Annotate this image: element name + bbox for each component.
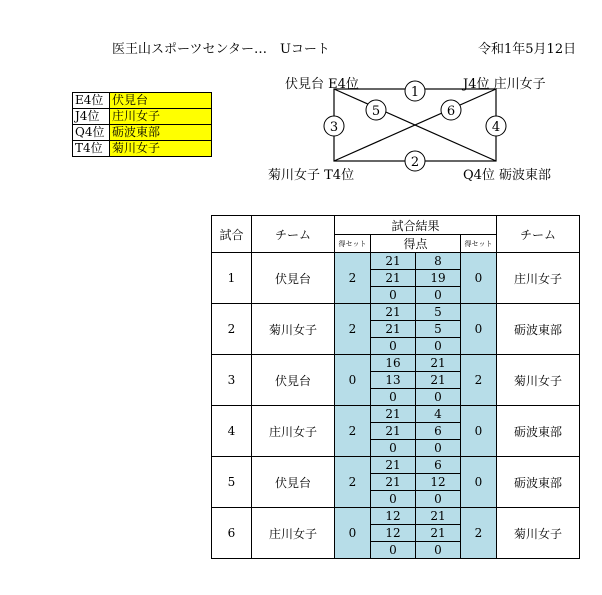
team-left: 伏見台 (252, 355, 335, 406)
header-points: 得点 (371, 235, 461, 253)
legend-code: T4位 (73, 141, 110, 156)
match-row (212, 253, 580, 270)
score-right: 0 (416, 542, 461, 559)
sets-left: 0 (335, 355, 371, 406)
score-left: 21 (371, 304, 416, 321)
score-right: 5 (416, 321, 461, 338)
team-left: 庄川女子 (252, 406, 335, 457)
results-table (211, 215, 580, 559)
circle-label: 1 (410, 85, 420, 100)
team-right: 菊川女子 (497, 508, 580, 559)
match-date: 令和1年5月12日 (478, 42, 577, 57)
score-left: 16 (371, 355, 416, 372)
diagram-label-top-right: J4位 庄川女子 (463, 77, 546, 92)
sets-left: 2 (335, 457, 371, 508)
score-right: 21 (416, 355, 461, 372)
header-team-left: チーム (252, 216, 335, 253)
team-right: 砺波東部 (497, 457, 580, 508)
score-left: 21 (371, 270, 416, 287)
score-right: 19 (416, 270, 461, 287)
score-right: 0 (416, 338, 461, 355)
score-right: 0 (416, 491, 461, 508)
legend-code: E4位 (73, 93, 110, 108)
match-circle-6 (441, 100, 461, 120)
legend-team: 砺波東部 (110, 125, 211, 140)
legend-code: J4位 (73, 109, 110, 124)
sets-left: 2 (335, 406, 371, 457)
sets-right: 0 (461, 304, 497, 355)
legend-team: 庄川女子 (110, 109, 211, 124)
match-number: 5 (212, 457, 252, 508)
sets-left: 2 (335, 304, 371, 355)
team-right: 庄川女子 (497, 253, 580, 304)
match-row (212, 508, 580, 525)
header-result: 試合結果 (335, 216, 497, 235)
match-circle-2 (405, 151, 425, 171)
diagram-label-top-left: 伏見台 E4位 (285, 77, 359, 92)
score-left: 0 (371, 287, 416, 304)
circle-label: 5 (371, 104, 381, 119)
header-team-right: チーム (497, 216, 580, 253)
match-row (212, 457, 580, 474)
score-right: 12 (416, 474, 461, 491)
team-right: 砺波東部 (497, 304, 580, 355)
sets-left: 0 (335, 508, 371, 559)
match-number: 2 (212, 304, 252, 355)
score-right: 0 (416, 440, 461, 457)
legend-code: Q4位 (73, 125, 110, 140)
circle-label: 2 (410, 155, 420, 170)
sets-left: 2 (335, 253, 371, 304)
score-right: 6 (416, 423, 461, 440)
score-left: 21 (371, 457, 416, 474)
score-right: 0 (416, 389, 461, 406)
circle-label: 3 (329, 120, 339, 135)
match-circle-4 (486, 116, 506, 136)
match-number: 3 (212, 355, 252, 406)
team-right: 砺波東部 (497, 406, 580, 457)
score-left: 0 (371, 440, 416, 457)
sets-right: 2 (461, 355, 497, 406)
sets-right: 0 (461, 406, 497, 457)
score-left: 0 (371, 338, 416, 355)
legend-team: 菊川女子 (110, 141, 211, 156)
score-left: 12 (371, 508, 416, 525)
match-number: 4 (212, 406, 252, 457)
circle-label: 4 (491, 120, 501, 135)
score-left: 0 (371, 389, 416, 406)
header-sets-right: 得セット (461, 235, 497, 253)
score-right: 4 (416, 406, 461, 423)
score-left: 0 (371, 542, 416, 559)
score-left: 21 (371, 253, 416, 270)
team-left: 伏見台 (252, 457, 335, 508)
venue-title: 医王山スポーツセンター… Uコート (112, 42, 330, 57)
score-right: 21 (416, 525, 461, 542)
match-circle-1 (405, 81, 425, 101)
circle-label: 6 (446, 104, 456, 119)
score-left: 12 (371, 525, 416, 542)
score-left: 21 (371, 406, 416, 423)
score-left: 21 (371, 474, 416, 491)
match-circle-3 (324, 116, 344, 136)
team-left: 庄川女子 (252, 508, 335, 559)
score-left: 13 (371, 372, 416, 389)
score-left: 21 (371, 423, 416, 440)
header-sets-left: 得セット (335, 235, 371, 253)
score-right: 5 (416, 304, 461, 321)
header-game: 試合 (212, 216, 252, 253)
legend-team: 伏見台 (110, 93, 211, 108)
sets-right: 0 (461, 253, 497, 304)
match-circle-5 (366, 100, 386, 120)
score-right: 21 (416, 508, 461, 525)
match-number: 6 (212, 508, 252, 559)
match-row (212, 304, 580, 321)
sets-right: 0 (461, 457, 497, 508)
diagram-label-bottom-left: 菊川女子 T4位 (268, 168, 355, 183)
score-right: 6 (416, 457, 461, 474)
team-left: 伏見台 (252, 253, 335, 304)
team-left: 菊川女子 (252, 304, 335, 355)
team-right: 菊川女子 (497, 355, 580, 406)
score-right: 8 (416, 253, 461, 270)
score-right: 21 (416, 372, 461, 389)
diagram-label-bottom-right: Q4位 砺波東部 (463, 168, 552, 183)
match-row (212, 406, 580, 423)
sets-right: 2 (461, 508, 497, 559)
match-number: 1 (212, 253, 252, 304)
score-left: 21 (371, 321, 416, 338)
match-row (212, 355, 580, 372)
score-right: 0 (416, 287, 461, 304)
score-left: 0 (371, 491, 416, 508)
